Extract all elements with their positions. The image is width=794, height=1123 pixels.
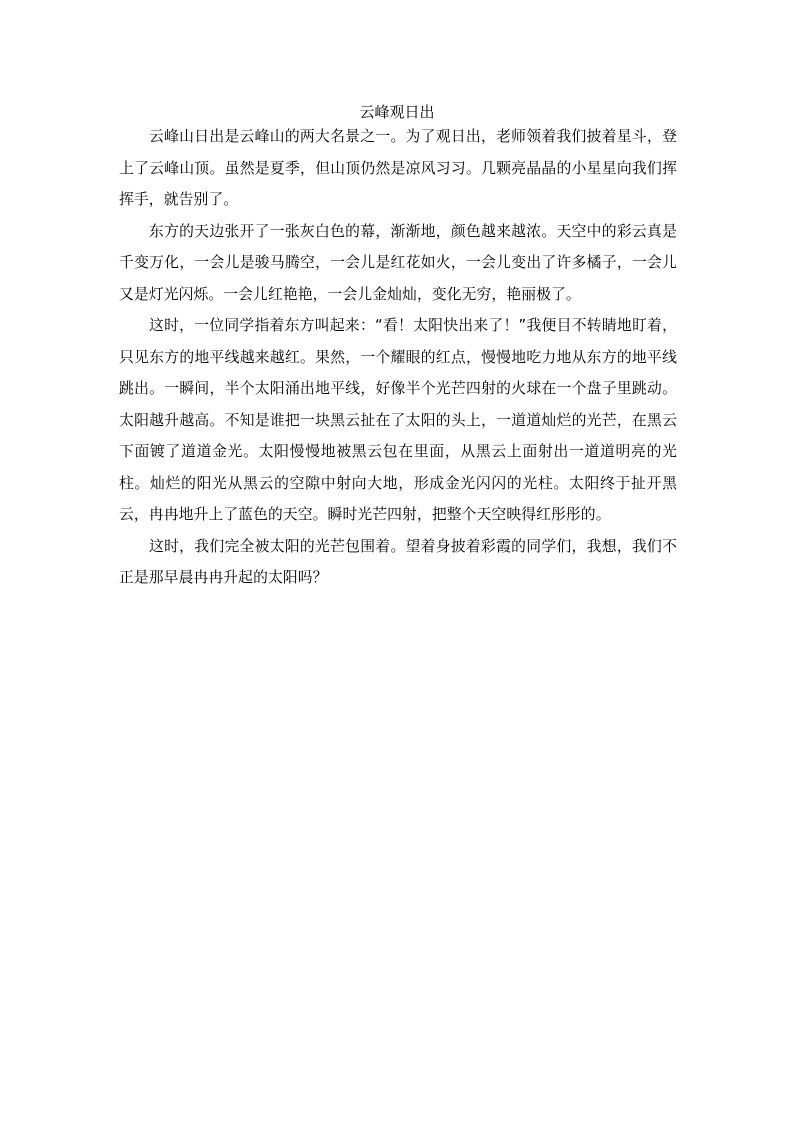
paragraph-4: 这时，我们完全被太阳的光芒包围着。望着身披着彩霞的同学们，我想，我们不正是那早晨冉冉升起的太阳吗？ (119, 537, 677, 586)
paragraph-2: 东方的天边张开了一张灰白色的幕，渐渐地，颜色越来越浓。天空中的彩云真是千变万化，一会儿是骏马腾空，一会儿是红花如火，一会儿变出了许多橘子，一会儿又是灯光闪烁。一会儿红艳艳，一会儿金灿灿，变化无穷，艳丽极了。 (119, 222, 677, 303)
document-body (119, 121, 677, 594)
paragraph-1: 云峰山日出是云峰山的两大名景之一。为了观日出，老师领着我们披着星斗，登上了云峰山顶。虽然是夏季，但山顶仍然是凉风习习。几颗亮晶晶的小星星向我们挥挥手，就告别了。 (119, 128, 677, 208)
document-title: 云峰观日出 (359, 103, 435, 121)
paragraph-3: 这时，一位同学指着东方叫起来：“看！太阳快出来了！”我便目不转睛地盯着，只见东方的地平线越来越红。果然，一个耀眼的红点，慢慢地吃力地从东方的地平线跳出。一瞬间，半个太阳涌出地平线，好像半个光芒四射的火球在一个盘子里跳动。太阳越升越高。不知是谁把一块黑云扯在了太阳的头上，一道道灿烂的光芒，在黑云下面镀了道道金光。太阳慢慢地被黑云包在里面，从黑云上面射出一道道明亮的光柱。灿烂的阳光从黑云的空隙中射向大地，形成金光闪闪的光柱。太阳终于扯开黑云，冉冉地升上了蓝色的天空。瞬时光芒四射，把整个天空映得红彤彤的。 (119, 317, 677, 523)
